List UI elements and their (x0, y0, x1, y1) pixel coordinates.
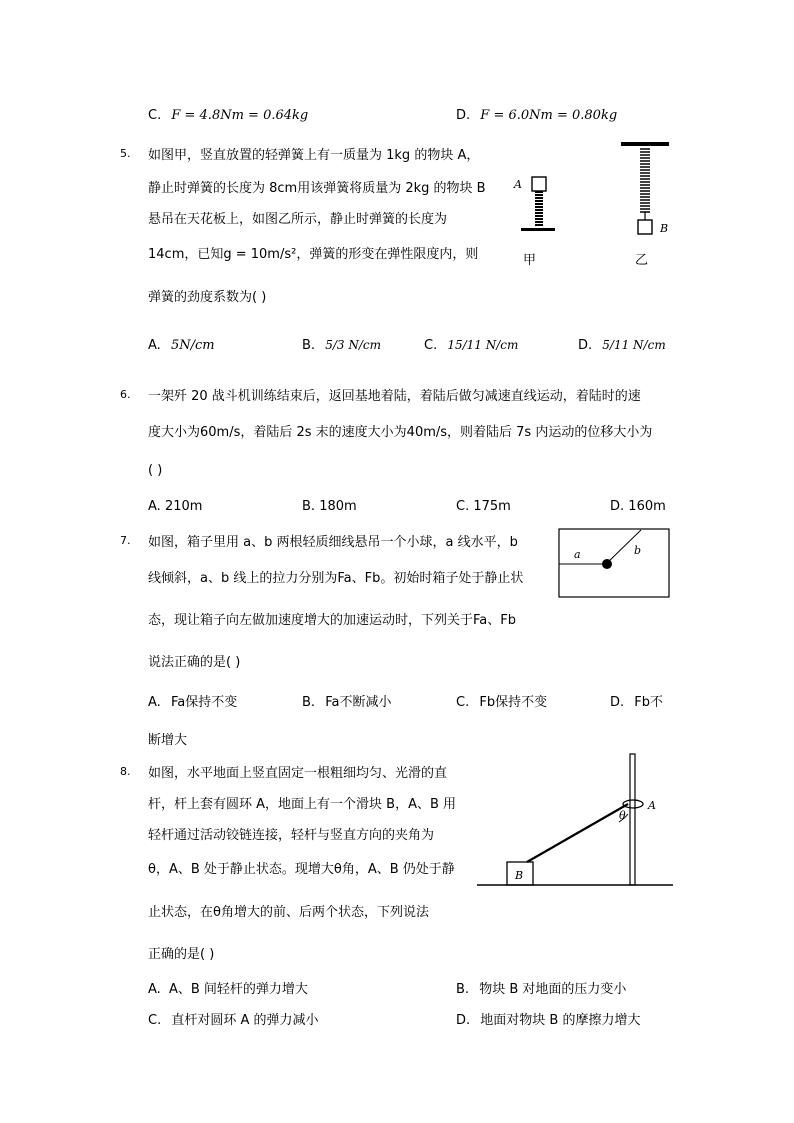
q7-line-4: 说法正确的是( ) (148, 655, 241, 670)
q8-option-d-text: 地面对物块 B 的摩擦力增大 (480, 1013, 641, 1028)
ceiling-yi (621, 142, 669, 146)
q8-rod-figure (475, 752, 675, 892)
q4-option-c (148, 108, 308, 123)
q6-line-3: ( ) (148, 463, 163, 478)
q8-option-c-label: C. (148, 1013, 162, 1028)
q7-option-b (302, 691, 391, 710)
q7-line-3: 态，现让箱子向左做加速度增大的加速运动时，下列关于Fa、Fb (148, 613, 516, 628)
yi-spring-diagram (621, 142, 669, 268)
spring-jia (535, 192, 543, 225)
q7-option-b-label: B. (302, 695, 316, 710)
block-b (638, 220, 652, 234)
q5-line-4: 14cm，已知g = 10m/s²，弹簧的形变在弹性限度内，则 (148, 247, 479, 262)
q8-line-6: 正确的是( ) (148, 947, 215, 962)
q8-option-d-label: D. (456, 1013, 471, 1028)
q5-option-c-label: C. (424, 338, 438, 353)
q7-option-d-wrap: 断增大 (148, 733, 188, 748)
q6-option-c-text: 175m (473, 499, 511, 514)
q7-option-b-text: Fa不断减小 (325, 695, 392, 710)
q8-line-2: 杆，杆上套有圆环 A，地面上有一个滑块 B，A、B 用 (148, 797, 457, 812)
label-theta: θ (619, 809, 626, 822)
q6-option-c-label: C. (456, 499, 470, 514)
q5-option-a-label: A. (148, 338, 161, 353)
vertical-rod (630, 754, 635, 885)
box (559, 529, 669, 597)
q7-number: 7. (120, 534, 131, 547)
floor-jia (521, 228, 555, 231)
label-b: B (515, 869, 524, 882)
q7-option-c (456, 691, 547, 710)
q7-option-a-text: Fa保持不变 (170, 695, 238, 710)
q6-option-d-text: 160m (628, 499, 666, 514)
q6-option-b-text: 180m (319, 499, 357, 514)
q4-option-d-text: F = 6.0Nm = 0.80kg (480, 108, 618, 123)
q8-option-c (148, 1009, 319, 1028)
block-a (532, 177, 546, 191)
q7-option-c-text: Fb保持不变 (479, 695, 548, 710)
q8-line-1: 如图，水平地面上竖直固定一根粗细均匀、光滑的直 (148, 766, 448, 781)
q7-option-d-text: Fb不 (634, 695, 664, 710)
q5-number: 5. (120, 147, 131, 160)
light-rod (527, 804, 628, 862)
q6-option-b (302, 499, 357, 514)
q5-option-c (424, 338, 518, 353)
q5-option-c-text: 15/11 N/cm (447, 338, 519, 352)
q7-option-a-label: A. (148, 695, 161, 710)
q8-option-c-text: 直杆对圆环 A 的弹力减小 (171, 1013, 319, 1028)
q6-option-d (610, 499, 666, 514)
q7-line-2: 线倾斜，a、b 线上的拉力分别为Fa、Fb。初始时箱子处于静止状 (148, 571, 524, 586)
q8-option-a-text: A、B 间轻杆的弹力增大 (168, 982, 308, 997)
spring-yi (640, 149, 650, 212)
q5-option-b-label: B. (302, 338, 316, 353)
q6-line-2: 度大小为60m/s，着陆后 2s 末的速度大小为40m/s，则着陆后 7s 内运动的位移大小为 (148, 425, 653, 440)
q4-option-c-label: C. (148, 108, 162, 123)
q6-line-1: 一架歼 20 战斗机训练结束后，返回基地着陆，着陆后做匀减速直线运动，着陆时的速 (148, 389, 641, 404)
jia-spring-diagram (513, 177, 555, 268)
q5-line-1: 如图甲，竖直放置的轻弹簧上有一质量为 1kg 的物块 A， (148, 148, 480, 163)
q8-option-b-text: 物块 B 对地面的压力变小 (479, 982, 627, 997)
q8-option-a (148, 978, 308, 997)
q5-spring-figure (505, 140, 685, 275)
q5-option-d (578, 338, 666, 353)
q5-option-b-text: 5/3 N/cm (325, 338, 381, 352)
q5-option-b (302, 338, 381, 353)
q8-line-4: θ，A、B 处于静止状态。现增大θ角，A、B 仍处于静 (148, 862, 455, 877)
q4-option-d (456, 108, 617, 123)
q8-line-5: 止状态，在θ角增大的前、后两个状态，下列说法 (148, 905, 429, 920)
q6-option-a (148, 499, 202, 514)
q7-option-d (610, 691, 663, 710)
q7-option-d-label: D. (610, 695, 625, 710)
label-string-a: a (574, 548, 581, 561)
q7-box-figure (558, 528, 670, 598)
q5-line-3: 悬吊在天花板上，如图乙所示，静止时弹簧的长度为 (148, 212, 448, 227)
q5-option-a (148, 338, 215, 353)
q4-option-d-label: D. (456, 108, 471, 123)
q5-option-d-label: D. (578, 338, 593, 353)
q6-option-c (456, 499, 511, 514)
label-jia: 甲 (523, 253, 537, 268)
q6-option-a-label: A. (148, 499, 161, 514)
label-string-b: b (634, 544, 642, 557)
label-a: A (648, 799, 656, 812)
q8-option-b (456, 978, 626, 997)
q6-number: 6. (120, 388, 131, 401)
q7-line-1: 如图，箱子里用 a、b 两根轻质细线悬吊一个小球，a 线水平，b (148, 535, 518, 550)
q6-option-d-label: D. (610, 499, 625, 514)
q6-option-a-text: 210m (164, 499, 203, 514)
q5-line-5: 弹簧的劲度系数为( ) (148, 290, 267, 305)
label-b: B (660, 222, 669, 235)
q5-line-2: 静止时弹簧的长度为 8cm用该弹簧将质量为 2kg 的物块 B (148, 181, 486, 196)
q7-option-a (148, 691, 237, 710)
q8-option-a-label: A. (148, 982, 161, 997)
q8-option-d (456, 1009, 640, 1028)
label-a: A (514, 178, 522, 191)
q8-line-3: 轻杆通过活动铰链连接，轻杆与竖直方向的夹角为 (148, 828, 435, 843)
q8-number: 8. (120, 765, 131, 778)
q4-option-c-text: F = 4.8Nm = 0.64kg (171, 108, 309, 123)
q6-option-b-label: B. (302, 499, 316, 514)
label-yi: 乙 (635, 253, 649, 268)
q5-option-a-text: 5N/cm (170, 338, 215, 353)
q5-option-d-text: 5/11 N/cm (602, 338, 666, 352)
q7-option-c-label: C. (456, 695, 470, 710)
q8-option-b-label: B. (456, 982, 470, 997)
ball (602, 559, 612, 569)
